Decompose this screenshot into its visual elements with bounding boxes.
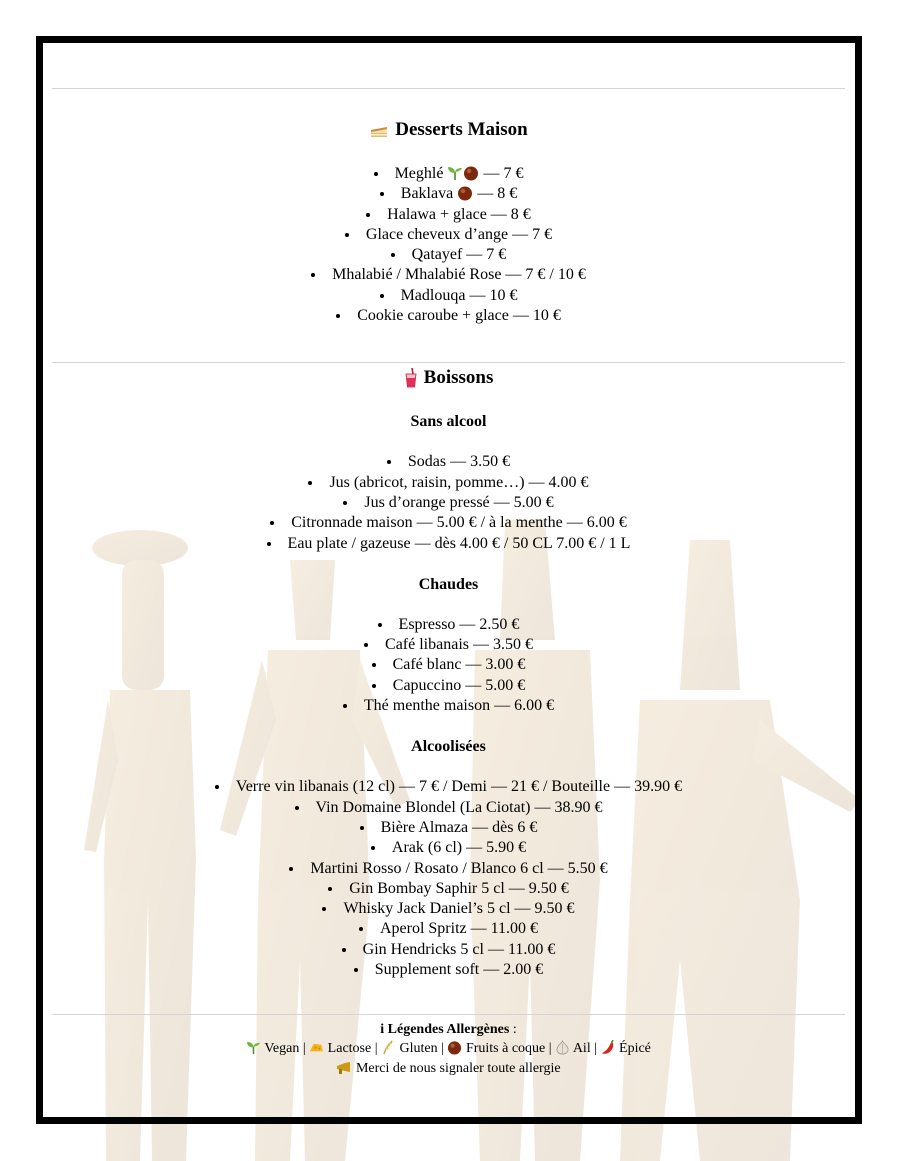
- group-title-sans-alcool: Sans alcool: [410, 413, 487, 431]
- list-item: • Sodas — 3.50 €: [52, 452, 845, 472]
- legend-label-vegan: Vegan: [264, 1041, 300, 1057]
- list-item: • Mhalabié / Mhalabié Rose — 7 € / 10 €: [52, 265, 845, 285]
- legend-label-garlic: Ail: [572, 1041, 591, 1057]
- list-item: • Qatayef — 7 €: [52, 245, 845, 265]
- list-item: • Whisky Jack Daniel’s 5 cl — 9.50 €: [52, 899, 845, 919]
- list-item: • Gin Bombay Saphir 5 cl — 9.50 €: [52, 879, 845, 899]
- list-item: • Arak (6 cl) — 5.90 €: [52, 838, 845, 858]
- list-item: • Vin Domaine Blondel (La Ciotat) — 38.90 €: [52, 798, 845, 818]
- legend-separator: |: [371, 1041, 382, 1057]
- chili-icon: [601, 1040, 616, 1055]
- vegan-icon: [246, 1040, 261, 1055]
- list-item: • Glace cheveux d’ange — 7 €: [52, 225, 845, 245]
- cake-icon: [369, 121, 389, 139]
- legend-label-spicy: Épicé: [619, 1041, 651, 1057]
- alcoolisees-list: [52, 777, 845, 980]
- gluten-icon: [381, 1040, 396, 1055]
- legend-title-line: [52, 1020, 845, 1039]
- drinks-section: [52, 363, 845, 980]
- list-item: • Madlouqa — 10 €: [52, 286, 845, 306]
- legend-label-lactose: Lactose: [327, 1041, 372, 1057]
- drink-cup-icon: [404, 368, 418, 388]
- menu-content: [52, 88, 845, 1078]
- vegan-icon: [447, 165, 463, 181]
- lactose-icon: [309, 1040, 324, 1055]
- item-price: — 7 €: [483, 165, 524, 182]
- allergen-legend: [52, 1015, 845, 1078]
- group-title-chaudes: Chaudes: [418, 575, 479, 593]
- drinks-title: [52, 367, 845, 389]
- list-item: [52, 184, 845, 204]
- desserts-list: [52, 164, 845, 326]
- list-item: • Martini Rosso / Rosato / Blanco 6 cl — 5.50 €: [52, 859, 845, 879]
- list-item: • Café libanais — 3.50 €: [52, 635, 845, 655]
- group-title-alcoolisees: Alcoolisées: [411, 738, 486, 756]
- legend-title: Légendes Allergènes: [387, 1022, 510, 1038]
- sans-alcool-list: [52, 452, 845, 553]
- list-item: • Bière Almaza — dès 6 €: [52, 818, 845, 838]
- legend-separator: |: [545, 1041, 556, 1057]
- list-item: • Capuccino — 5.00 €: [52, 676, 845, 696]
- legend-entries: [52, 1039, 845, 1058]
- list-item: • Citronnade maison — 5.00 € / à la menthe — 6.00 €: [52, 513, 845, 533]
- list-item: • Thé menthe maison — 6.00 €: [52, 696, 845, 716]
- legend-separator: |: [590, 1041, 601, 1057]
- item-name: Meghlé: [394, 165, 444, 182]
- list-item: • Gin Hendricks 5 cl — 11.00 €: [52, 940, 845, 960]
- list-item: • Halawa + glace — 8 €: [52, 205, 845, 225]
- legend-separator: |: [437, 1041, 448, 1057]
- nut-icon: [447, 1040, 462, 1055]
- list-item: • Verre vin libanais (12 cl) — 7 € / Demi — 21 € / Bouteille — 39.90 €: [52, 777, 845, 797]
- list-item: [52, 164, 845, 184]
- allergy-notice: [52, 1059, 845, 1078]
- garlic-icon: [555, 1040, 570, 1055]
- desserts-title: [52, 119, 845, 141]
- megaphone-icon: [336, 1061, 352, 1075]
- desserts-section: [52, 89, 845, 326]
- list-item: • Aperol Spritz — 11.00 €: [52, 919, 845, 939]
- list-item: • Supplement soft — 2.00 €: [52, 960, 845, 980]
- info-icon: i: [380, 1022, 385, 1038]
- allergy-notice-text: Merci de nous signaler toute allergie: [355, 1061, 561, 1077]
- list-item: • Jus d’orange pressé — 5.00 €: [52, 493, 845, 513]
- item-price: — 8 €: [477, 185, 518, 203]
- legend-colon: :: [509, 1022, 517, 1038]
- item-name: Baklava: [400, 185, 454, 203]
- list-item: • Café blanc — 3.00 €: [52, 655, 845, 675]
- legend-label-nuts: Fruits à coque: [465, 1041, 546, 1057]
- legend-label-gluten: Gluten: [399, 1041, 438, 1057]
- chaudes-list: [52, 615, 845, 716]
- list-item: • Jus (abricot, raisin, pomme…) — 4.00 €: [52, 473, 845, 493]
- nut-icon: [457, 185, 473, 201]
- list-item: • Eau plate / gazeuse — dès 4.00 € / 50 CL 7.00 € / 1 L: [52, 534, 845, 554]
- drinks-title-text: Boissons: [423, 367, 494, 389]
- list-item: • Espresso — 2.50 €: [52, 615, 845, 635]
- desserts-title-text: Desserts Maison: [395, 119, 528, 140]
- legend-separator: |: [299, 1041, 310, 1057]
- list-item: • Cookie caroube + glace — 10 €: [52, 306, 845, 326]
- nut-icon: [463, 165, 479, 181]
